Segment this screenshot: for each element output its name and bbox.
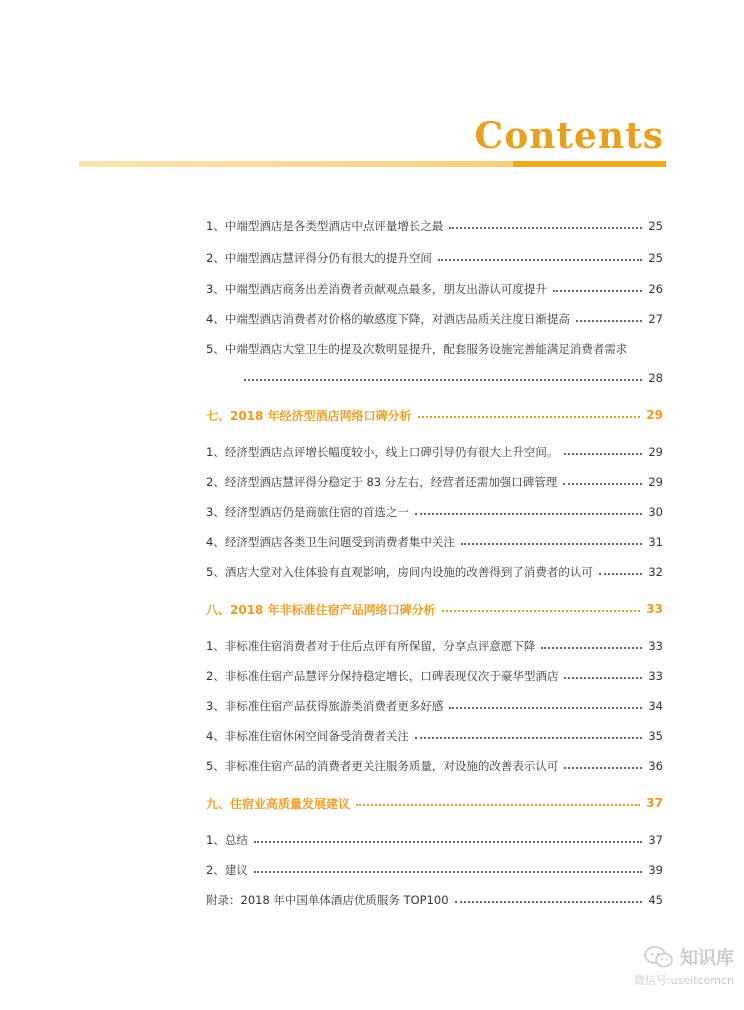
toc-entry[interactable] [206,248,663,268]
toc-leader-dots [442,610,641,612]
toc-leader-dots [553,290,643,292]
toc-entry[interactable] [206,442,663,462]
toc-leader-dots [541,647,642,649]
toc-section-text: 九、住宿业高质量发展建议 [206,796,351,811]
toc-page-number: 28 [648,371,663,385]
toc-entry-text: 5、非标准住宿产品的消费者更关注服务质量，对设施的改善表示认可 [206,759,559,773]
toc-leader-dots [563,483,642,485]
toc-entry[interactable] [206,890,663,910]
toc-leader-dots [415,737,643,739]
toc-page-number: 37 [646,796,663,810]
toc-entry-text: 2、经济型酒店慧评得分稳定于 83 分左右，经营者还需加强口碑管理 [206,475,558,489]
toc-entry[interactable] [206,636,663,656]
toc-entry-text: 1、非标准住宿消费者对于住后点评有所保留，分享点评意愿下降 [206,639,536,653]
toc-section-heading[interactable] [206,793,663,813]
toc-leader-dots [254,871,643,873]
toc-leader-dots [254,841,643,843]
toc-entry[interactable] [206,279,663,299]
watermark [634,944,734,988]
toc-entry-text: 5、酒店大堂对入住体验有直观影响，房间内设施的改善得到了消费者的认可 [206,565,593,579]
toc-entry[interactable] [206,309,663,329]
toc-leader-dots [576,320,643,322]
toc-entry-text: 3、经济型酒店仍是商旅住宿的首选之一 [206,505,409,519]
toc-entry[interactable] [206,756,663,776]
title-underline [79,161,666,167]
title-underline-dark [513,161,666,167]
toc-entry-text: 4、经济型酒店各类卫生问题受到消费者集中关注 [206,535,455,549]
toc-page-number: 29 [648,445,663,459]
toc-entry[interactable] [206,666,663,686]
toc-entry-text: 1、总结 [206,833,248,847]
toc-leader-dots [449,707,642,709]
toc-entry-text: 5、中端型酒店大堂卫生的提及次数明显提升，配套服务设施完善能满足消费者需求 [206,342,628,356]
toc-entry-text: 4、非标准住宿休闲空间备受消费者关注 [206,729,409,743]
toc-leader-dots [449,227,642,229]
toc-entry[interactable] [206,860,663,880]
toc-entry[interactable] [206,726,663,746]
toc-leader-dots [455,901,643,903]
toc-entry-text: 1、经济型酒店点评增长幅度较小，线上口碑引导仍有很大上升空间。 [206,445,559,459]
toc-section-text: 八、2018 年非标准住宿产品网络口碑分析 [206,602,436,617]
toc-page-number: 25 [648,251,663,265]
toc-entry-text: 3、非标准住宿产品获得旅游类消费者更多好感 [206,699,444,713]
toc-page-number: 25 [648,219,663,233]
toc-leader-dots [438,259,643,261]
toc-entry[interactable] [206,562,663,582]
toc-leader-dots [356,804,640,806]
toc-section-text: 七、2018 年经济型酒店网络口碑分析 [206,408,412,423]
toc-page-number: 33 [648,639,663,653]
toc-leader-dots [564,453,642,455]
toc-leader-dots [415,513,643,515]
toc-page-number: 45 [648,893,663,907]
watermark-account: 微信号:useitcomcn [633,974,734,987]
toc-leader-dots [564,767,642,769]
toc-entry-text: 2、非标准住宿产品慧评分保持稳定增长，口碑表现仅次于豪华型酒店 [206,669,559,683]
toc-leader-dots [564,677,642,679]
toc-page-number: 31 [648,535,663,549]
toc-entry[interactable] [206,696,663,716]
toc-entry-text: 4、中端型酒店消费者对价格的敏感度下降，对酒店品质关注度日渐提高 [206,312,570,326]
toc-entry[interactable] [206,532,663,552]
toc-page-number: 36 [648,759,663,773]
toc-page-number: 33 [646,602,663,616]
toc-entry[interactable] [206,502,663,522]
toc-page-number: 29 [648,475,663,489]
toc-entry[interactable] [206,472,663,492]
toc-page-number: 37 [648,833,663,847]
toc-page-number: 39 [648,863,663,877]
toc-page-number: 33 [648,669,663,683]
toc-section-heading[interactable] [206,599,663,619]
toc-entry-text: 2、建议 [206,863,248,877]
page-title: Contents [474,115,664,157]
toc-entry-text: 2、中端型酒店慧评得分仍有很大的提升空间 [206,251,432,265]
toc-entry[interactable] [206,339,663,359]
title-underline-light [79,161,513,167]
toc-page-number: 30 [648,505,663,519]
toc-page-number: 26 [648,282,663,296]
toc-entry[interactable] [206,216,663,236]
toc-page-number: 32 [648,565,663,579]
toc-section-heading[interactable] [206,405,663,425]
toc-leader-dots [418,416,641,418]
watermark-brand: 知识库 [680,948,734,969]
toc-entry-text: 3、中端型酒店商务出差消费者贡献观点最多，朋友出游认可度提升 [206,282,547,296]
toc-page-number: 29 [646,408,663,422]
toc-entry-text: 附录：2018 年中国单体酒店优质服务 TOP100 [206,893,449,907]
toc-leader-dots [244,379,642,381]
toc-leader-dots [461,543,643,545]
toc-entry[interactable] [206,830,663,850]
toc-page-number: 27 [648,312,663,326]
toc-page-number: 34 [648,699,663,713]
wechat-icon [644,946,674,968]
toc-entry-text: 1、中端型酒店是各类型酒店中点评量增长之最 [206,219,444,233]
toc-entry-continuation[interactable] [206,368,663,388]
toc-leader-dots [599,573,643,575]
toc-page-number: 35 [648,729,663,743]
